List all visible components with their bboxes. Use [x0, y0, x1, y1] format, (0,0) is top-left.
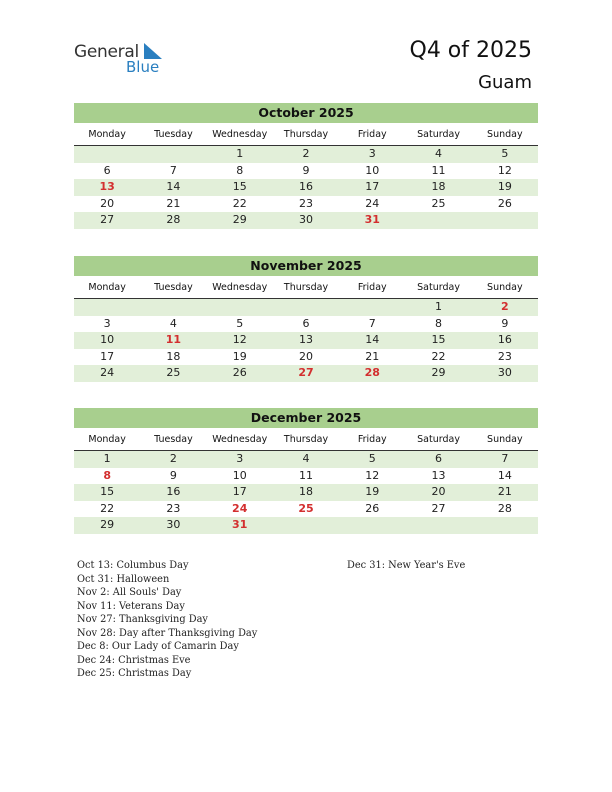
holiday-day-cell: 24	[232, 501, 248, 515]
weekday-label: Wednesday	[212, 434, 268, 445]
day-cell: 20	[298, 349, 313, 363]
week-row	[74, 349, 538, 366]
brand-word-blue: Blue	[126, 58, 160, 76]
day-cell: 12	[497, 163, 512, 177]
holiday-list-item: Nov 28: Day after Thanksgiving Day	[77, 627, 258, 639]
holiday-list-item: Dec 25: Christmas Day	[77, 668, 192, 679]
day-cell: 10	[100, 333, 115, 346]
day-cell	[74, 146, 140, 163]
week-row	[74, 484, 538, 501]
day-cell: 7	[368, 316, 376, 330]
holiday-day-cell: 11	[165, 333, 182, 346]
holiday-list-item: Nov 27: Thanksgiving Day	[77, 614, 208, 625]
day-cell: 26	[365, 501, 380, 515]
day-cell: 6	[103, 163, 111, 177]
week-row	[74, 146, 538, 163]
day-cell	[472, 212, 538, 229]
day-cell: 4	[435, 147, 443, 160]
holiday-list-item: Dec 24: Christmas Eve	[77, 654, 191, 666]
day-cell: 17	[100, 349, 115, 363]
week-row	[74, 163, 538, 180]
day-cell	[273, 517, 339, 534]
holiday-day-cell: 31	[232, 518, 248, 531]
day-cell: 3	[103, 316, 111, 330]
weekday-label: Thursday	[283, 129, 329, 140]
day-cell: 9	[501, 316, 509, 330]
weekday-label: Monday	[88, 129, 126, 140]
day-cell: 28	[497, 501, 512, 515]
weekday-label: Saturday	[417, 434, 460, 445]
holiday-day-cell: 31	[364, 213, 380, 226]
weekday-label: Thursday	[283, 282, 329, 293]
day-cell: 10	[365, 163, 380, 177]
day-cell: 29	[431, 366, 446, 379]
page-title: Q4 of 2025	[409, 38, 532, 63]
holiday-list-item: Nov 11: Veterans Day	[77, 600, 185, 612]
day-cell: 11	[431, 163, 446, 177]
holiday-day-cell: 25	[298, 501, 314, 515]
day-cell: 20	[100, 196, 115, 210]
month-title: November 2025	[74, 256, 538, 276]
day-cell: 30	[298, 213, 313, 226]
weekday-label: Saturday	[417, 282, 460, 293]
weekday-label: Tuesday	[154, 282, 193, 293]
day-cell: 15	[100, 485, 115, 498]
day-cell	[74, 299, 140, 316]
day-cell: 4	[302, 452, 310, 465]
day-cell: 26	[232, 366, 247, 379]
day-cell: 7	[169, 163, 177, 177]
week-row	[74, 501, 538, 518]
day-cell: 24	[100, 366, 115, 379]
week-row	[74, 468, 538, 485]
day-cell: 3	[368, 147, 376, 160]
day-cell: 13	[298, 333, 313, 346]
day-cell: 4	[169, 316, 177, 330]
holiday-day-cell: 27	[298, 366, 314, 379]
day-cell: 16	[298, 180, 313, 193]
holiday-list-left	[77, 559, 257, 681]
day-cell: 8	[435, 316, 443, 330]
day-cell: 26	[497, 196, 512, 210]
day-cell: 12	[232, 333, 247, 346]
week-row	[74, 517, 538, 534]
day-cell: 1	[236, 147, 244, 160]
week-row	[74, 332, 538, 349]
day-cell: 5	[501, 147, 509, 160]
day-cell: 23	[298, 196, 313, 210]
day-cell: 10	[232, 468, 247, 482]
holiday-list-item: Dec 8: Our Lady of Camarin Day	[77, 641, 239, 652]
weekday-label: Monday	[88, 282, 126, 293]
day-cell: 6	[302, 316, 310, 330]
holiday-list-item: Dec 31: New Year's Eve	[347, 560, 466, 571]
holiday-day-cell: 2	[501, 300, 509, 313]
day-cell	[472, 517, 538, 534]
day-cell: 24	[365, 196, 380, 210]
day-cell: 2	[302, 147, 310, 160]
day-cell: 21	[166, 196, 181, 210]
day-cell: 19	[497, 180, 512, 193]
holiday-day-cell: 13	[99, 180, 115, 193]
day-cell: 30	[497, 366, 512, 379]
weekday-label: Friday	[357, 129, 387, 140]
day-cell: 25	[166, 366, 181, 379]
day-cell: 13	[431, 468, 446, 482]
day-cell: 7	[501, 452, 509, 465]
day-cell: 17	[365, 180, 380, 193]
day-cell: 6	[435, 452, 443, 465]
day-cell: 19	[365, 485, 380, 498]
weekday-label: Tuesday	[154, 434, 193, 445]
day-cell: 21	[497, 485, 512, 498]
day-cell: 27	[100, 213, 115, 226]
day-cell	[140, 146, 206, 163]
day-cell: 27	[431, 501, 446, 515]
weekday-label: Friday	[357, 282, 387, 293]
brand-logo	[74, 40, 174, 80]
day-cell: 1	[435, 300, 443, 313]
day-cell	[273, 299, 339, 316]
holiday-list-right	[347, 559, 465, 573]
day-cell: 20	[431, 485, 446, 498]
weekday-label: Friday	[357, 434, 387, 445]
day-cell: 28	[166, 213, 181, 226]
day-cell: 12	[365, 468, 380, 482]
day-cell	[207, 299, 273, 316]
week-row	[74, 316, 538, 333]
weekday-header-row	[74, 127, 538, 146]
day-cell: 29	[100, 518, 115, 531]
weekday-label: Thursday	[283, 434, 329, 445]
day-cell: 14	[166, 180, 181, 193]
weekday-label: Wednesday	[212, 282, 268, 293]
day-cell: 5	[236, 316, 244, 330]
day-cell: 2	[169, 452, 177, 465]
week-row	[74, 196, 538, 213]
day-cell: 29	[232, 213, 247, 226]
weekday-label: Saturday	[417, 129, 460, 140]
day-cell: 16	[166, 485, 181, 498]
day-cell: 30	[166, 518, 181, 531]
weekday-label: Sunday	[487, 282, 523, 293]
day-cell: 23	[166, 501, 181, 515]
week-row	[74, 365, 538, 382]
weekday-label: Sunday	[487, 434, 523, 445]
day-cell	[405, 517, 471, 534]
holiday-list-item: Oct 31: Halloween	[77, 573, 170, 585]
month-calendar-october	[74, 103, 538, 229]
week-row	[74, 179, 538, 196]
day-cell	[339, 517, 405, 534]
day-cell: 11	[298, 468, 313, 482]
day-cell: 8	[236, 163, 244, 177]
day-cell: 21	[365, 349, 380, 363]
day-cell: 18	[298, 485, 313, 498]
month-calendar-november	[74, 256, 538, 382]
month-title: December 2025	[74, 408, 538, 428]
day-cell: 3	[236, 452, 244, 465]
weekday-label: Tuesday	[154, 129, 193, 140]
day-cell: 19	[232, 349, 247, 363]
brand-word-general: General	[74, 42, 139, 62]
page-subtitle: Guam	[478, 72, 532, 93]
day-cell	[140, 299, 206, 316]
day-cell: 9	[169, 468, 177, 482]
day-cell: 18	[166, 349, 181, 363]
day-cell: 18	[431, 180, 446, 193]
day-cell	[405, 212, 471, 229]
weekday-label: Monday	[88, 434, 126, 445]
day-cell: 22	[100, 501, 115, 515]
weekday-header-row	[74, 432, 538, 451]
holiday-day-cell: 8	[103, 468, 111, 482]
day-cell: 1	[103, 452, 111, 465]
week-row	[74, 212, 538, 229]
weekday-label: Wednesday	[212, 129, 268, 140]
holiday-list-item: Oct 13: Columbus Day	[77, 560, 189, 571]
month-calendar-december	[74, 408, 538, 534]
day-cell: 5	[368, 452, 376, 465]
weekday-header-row	[74, 280, 538, 299]
day-cell: 22	[431, 349, 446, 363]
week-row	[74, 299, 538, 316]
day-cell: 15	[431, 333, 446, 346]
day-cell: 17	[232, 485, 247, 498]
holiday-list-item: Nov 2: All Souls' Day	[77, 587, 182, 598]
holiday-day-cell: 28	[364, 366, 380, 379]
month-title: October 2025	[74, 103, 538, 123]
day-cell: 22	[232, 196, 247, 210]
day-cell: 14	[497, 468, 512, 482]
day-cell	[339, 299, 405, 316]
day-cell: 23	[497, 349, 512, 363]
day-cell: 16	[497, 333, 512, 346]
weekday-label: Sunday	[487, 129, 523, 140]
day-cell: 14	[365, 333, 380, 346]
day-cell: 9	[302, 163, 310, 177]
week-row	[74, 451, 538, 468]
day-cell: 15	[232, 180, 247, 193]
day-cell: 25	[431, 196, 446, 210]
